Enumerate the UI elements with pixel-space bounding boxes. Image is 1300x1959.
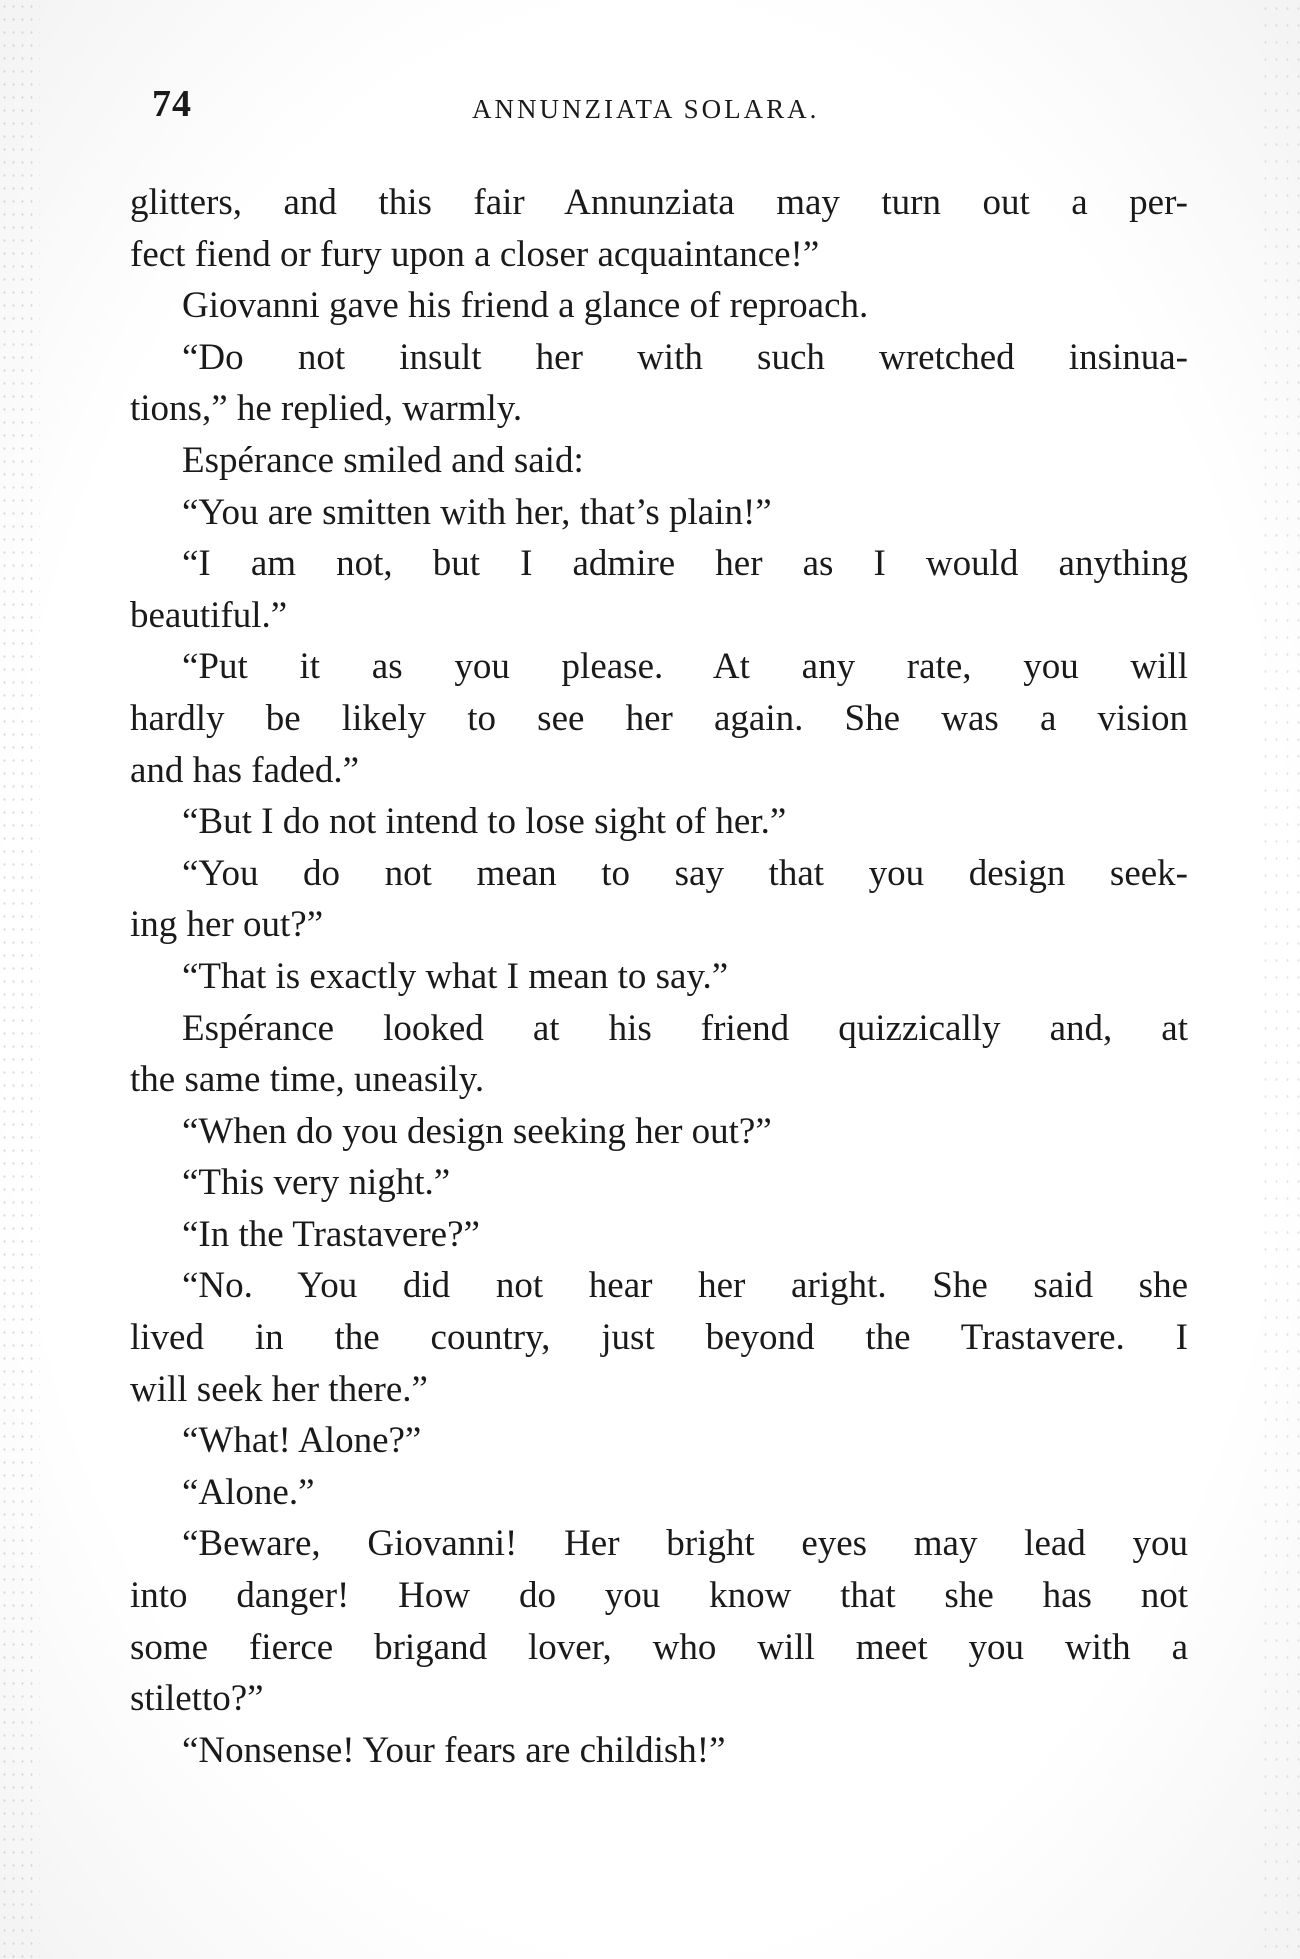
page-header <box>150 82 1180 132</box>
text-line: ing her out?” <box>130 904 324 946</box>
text-line: some fierce brigand lover, who will meet you with a <box>130 1626 1188 1668</box>
running-title: ANNUNZIATA SOLARA. <box>472 94 820 124</box>
text-line: “Do not insult her with such wretched insinua- <box>182 336 1188 378</box>
text-line: tions,” he replied, warmly. <box>130 388 523 430</box>
text-line: “That is exactly what I mean to say.” <box>182 955 729 997</box>
text-line: “You are smitten with her, that’s plain!” <box>182 491 772 533</box>
text-line: “No. You did not hear her aright. She said she <box>182 1265 1188 1307</box>
text-line: “You do not mean to say that you design seek- <box>182 852 1188 894</box>
text-line: “This very night.” <box>182 1162 451 1204</box>
text-line: “In the Trastavere?” <box>182 1213 480 1255</box>
body-text <box>130 177 1188 1776</box>
page-number: 74 <box>152 83 192 125</box>
text-line: lived in the country, just beyond the Trastavere. I <box>130 1317 1188 1359</box>
text-line: into danger! How do you know that she has not <box>130 1575 1188 1617</box>
text-line: Espérance looked at his friend quizzically and, at <box>182 1007 1188 1049</box>
text-line: the same time, uneasily. <box>130 1059 485 1101</box>
left-edge-speckle <box>0 0 40 1959</box>
text-line: will seek her there.” <box>130 1368 428 1410</box>
text-line: stiletto?” <box>130 1678 264 1720</box>
text-line: and has faded.” <box>130 749 360 791</box>
right-edge-speckle <box>1260 0 1300 1959</box>
text-line: Espérance smiled and said: <box>182 439 584 481</box>
text-line: “What! Alone?” <box>182 1420 422 1462</box>
text-line: “When do you design seeking her out?” <box>182 1110 772 1152</box>
text-line: “Nonsense! Your fears are childish!” <box>182 1729 726 1771</box>
text-line: “Beware, Giovanni! Her bright eyes may lead you <box>182 1523 1188 1565</box>
text-line: Giovanni gave his friend a glance of reproach. <box>182 285 869 327</box>
text-line: fect fiend or fury upon a closer acquaintance!” <box>130 233 820 275</box>
text-line: beautiful.” <box>130 594 288 636</box>
text-line: hardly be likely to see her again. She was a vision <box>130 697 1188 739</box>
text-line: “Alone.” <box>182 1471 315 1513</box>
text-line: “Put it as you please. At any rate, you will <box>182 646 1188 688</box>
text-line: “But I do not intend to lose sight of her.” <box>182 801 787 843</box>
text-line: “I am not, but I admire her as I would anything <box>182 543 1188 585</box>
text-line: glitters, and this fair Annunziata may turn out a per- <box>130 182 1188 223</box>
